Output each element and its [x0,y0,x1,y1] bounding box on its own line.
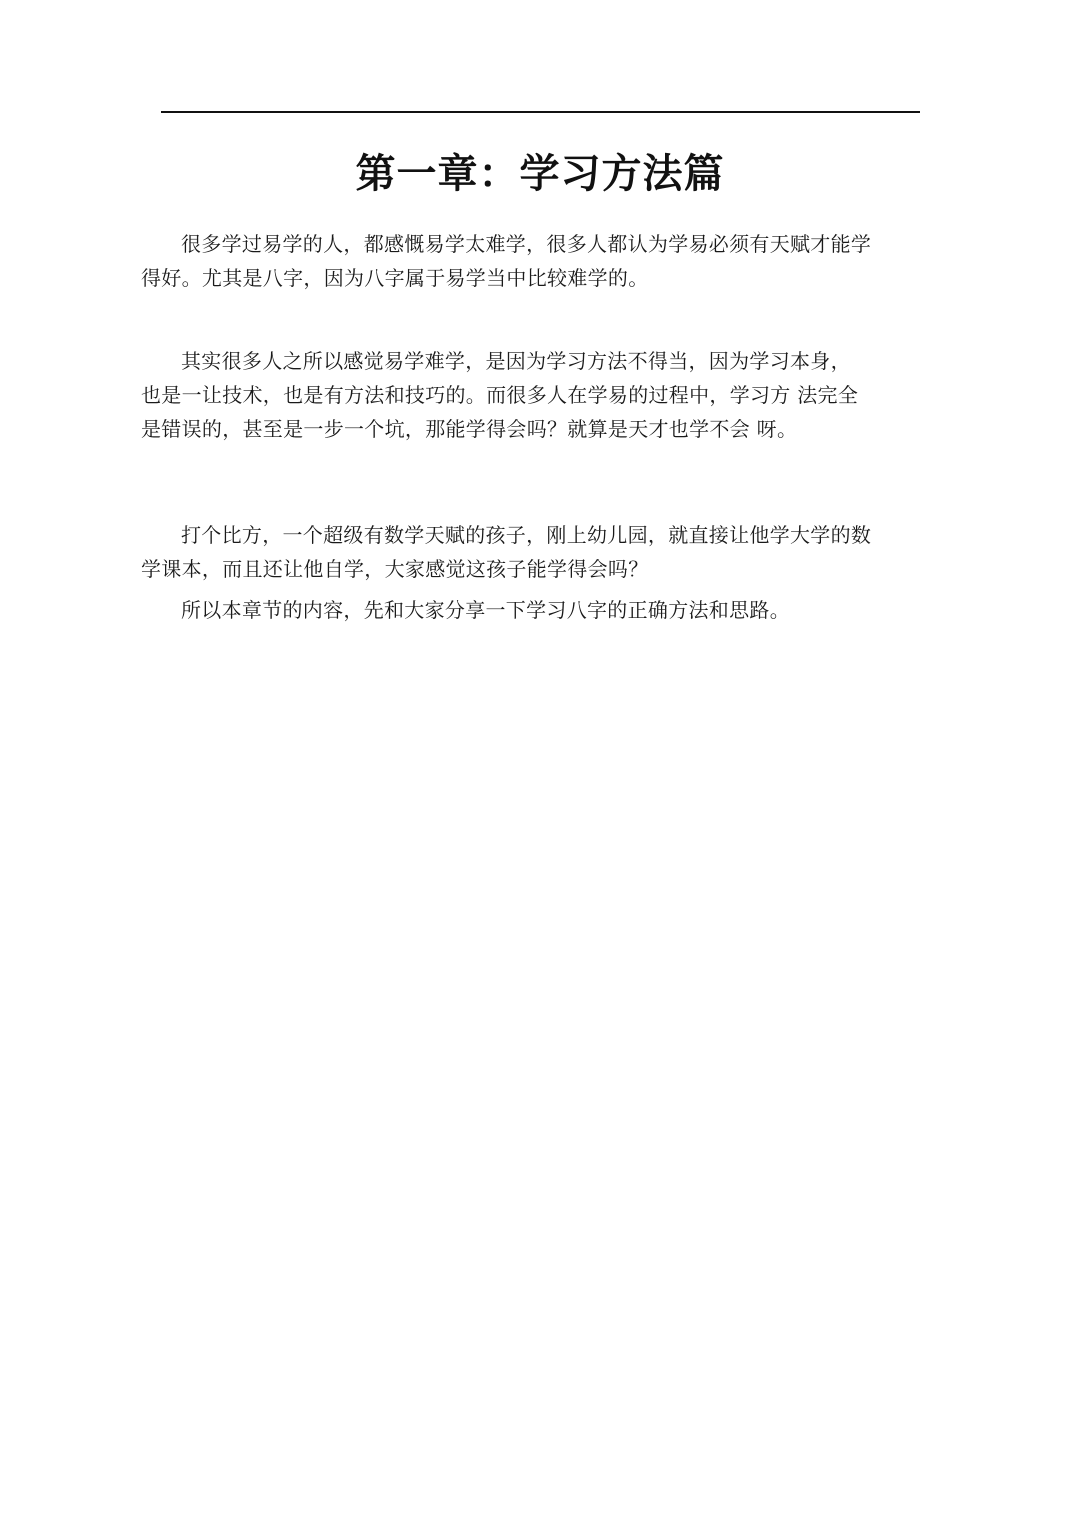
paragraph-1: 很多学过易学的人，都感慨易学太难学，很多人都认为学易必须有天赋才能学得好。尤其是八字，因为八字属于易学当中比较难学的。 [141,232,872,290]
paragraph-2: 其实很多人之所以感觉易学难学，是因为学习方法不得当，因为学习本身，也是一让技术，也是有方法和技巧的。而很多人在学易的过程中，学习方 法完全是错误的，甚至是一步一个坑，那能学得会吗？就算是天才也学不会 呀。 [141,349,859,441]
paragraph-4: 所以本章节的内容，先和大家分享一下学习八字的正确方法和思路。 [181,598,790,622]
header-rule [161,111,920,113]
paragraph-3: 打个比方，一个超级有数学天赋的孩子，刚上幼儿园，就直接让他学大学的数学课本，而且还让他自学，大家感觉这孩子能学得会吗？ [141,523,872,581]
chapter-title: 第一章：学习方法篇 [355,151,725,197]
